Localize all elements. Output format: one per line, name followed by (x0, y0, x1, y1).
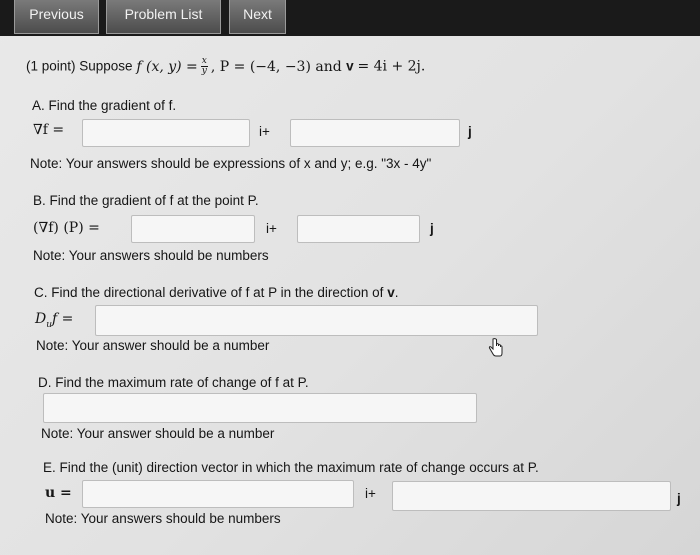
fraction-numerator: x (201, 56, 207, 66)
part-c-prompt (34, 285, 399, 300)
part-b-i-label: i+ (266, 221, 277, 236)
part-c-lhs-base: D (35, 311, 47, 327)
part-c-prompt-vector: v (387, 285, 395, 300)
points-label: (1 point) Suppose (26, 58, 133, 74)
problem-statement (26, 57, 425, 76)
part-e-i-label: i+ (365, 486, 376, 501)
unit-vector-i-input[interactable] (82, 480, 354, 508)
part-a-prompt: A. Find the gradient of f. (32, 98, 177, 113)
vector-value: = 4i + 2j. (357, 58, 426, 75)
part-b-prompt: B. Find the gradient of f at the point P. (33, 193, 259, 208)
part-c-note: Note: Your answer should be a number (36, 338, 270, 353)
gradient-i-input[interactable] (82, 119, 250, 147)
part-a-lhs: ∇f = (33, 122, 65, 138)
part-e-note: Note: Your answers should be numbers (45, 511, 281, 526)
part-e-prompt: E. Find the (unit) direction vector in which the maximum rate of change occurs at P. (43, 460, 539, 475)
gradient-at-p-j-input[interactable] (297, 215, 420, 243)
part-b-lhs: (∇f) (P) = (33, 220, 100, 236)
part-a-note: Note: Your answers should be expressions of x and y; e.g. "3x - 4y" (30, 156, 432, 171)
part-c-lhs (35, 311, 73, 330)
part-b-note: Note: Your answers should be numbers (33, 248, 269, 263)
problem-list-button[interactable]: Problem List (106, 0, 221, 34)
part-e-j-label: j (677, 491, 681, 506)
part-a-j-label: j (468, 124, 472, 139)
directional-derivative-input[interactable] (95, 305, 538, 336)
fraction-denominator: y (201, 66, 207, 76)
part-c-prompt-suffix: . (394, 285, 399, 300)
point-definition: , P = (−4, −3) and (210, 58, 342, 75)
pointer-hand-icon (488, 338, 504, 358)
max-rate-input[interactable] (43, 393, 477, 423)
part-d-note: Note: Your answer should be a number (41, 426, 275, 441)
previous-button[interactable]: Previous (14, 0, 99, 34)
gradient-j-input[interactable] (290, 119, 460, 147)
next-button[interactable]: Next (229, 0, 286, 34)
part-a-i-label: i+ (259, 124, 270, 139)
part-c-lhs-rest: f = (52, 311, 74, 327)
part-c-lhs-sub: u (46, 319, 53, 330)
unit-vector-j-input[interactable] (392, 481, 671, 511)
part-e-lhs: u = (45, 485, 72, 501)
part-d-prompt: D. Find the maximum rate of change of f at P. (38, 375, 309, 390)
navigation-bar (0, 0, 700, 36)
function-definition (136, 56, 346, 76)
gradient-at-p-i-input[interactable] (131, 215, 255, 243)
part-b-j-label: j (430, 221, 434, 236)
fraction (201, 57, 208, 76)
vector-name: v (346, 58, 354, 74)
function-lhs: f (x, y) = (136, 58, 198, 75)
part-c-prompt-text: C. Find the directional derivative of f at P in the direction of (34, 285, 384, 300)
